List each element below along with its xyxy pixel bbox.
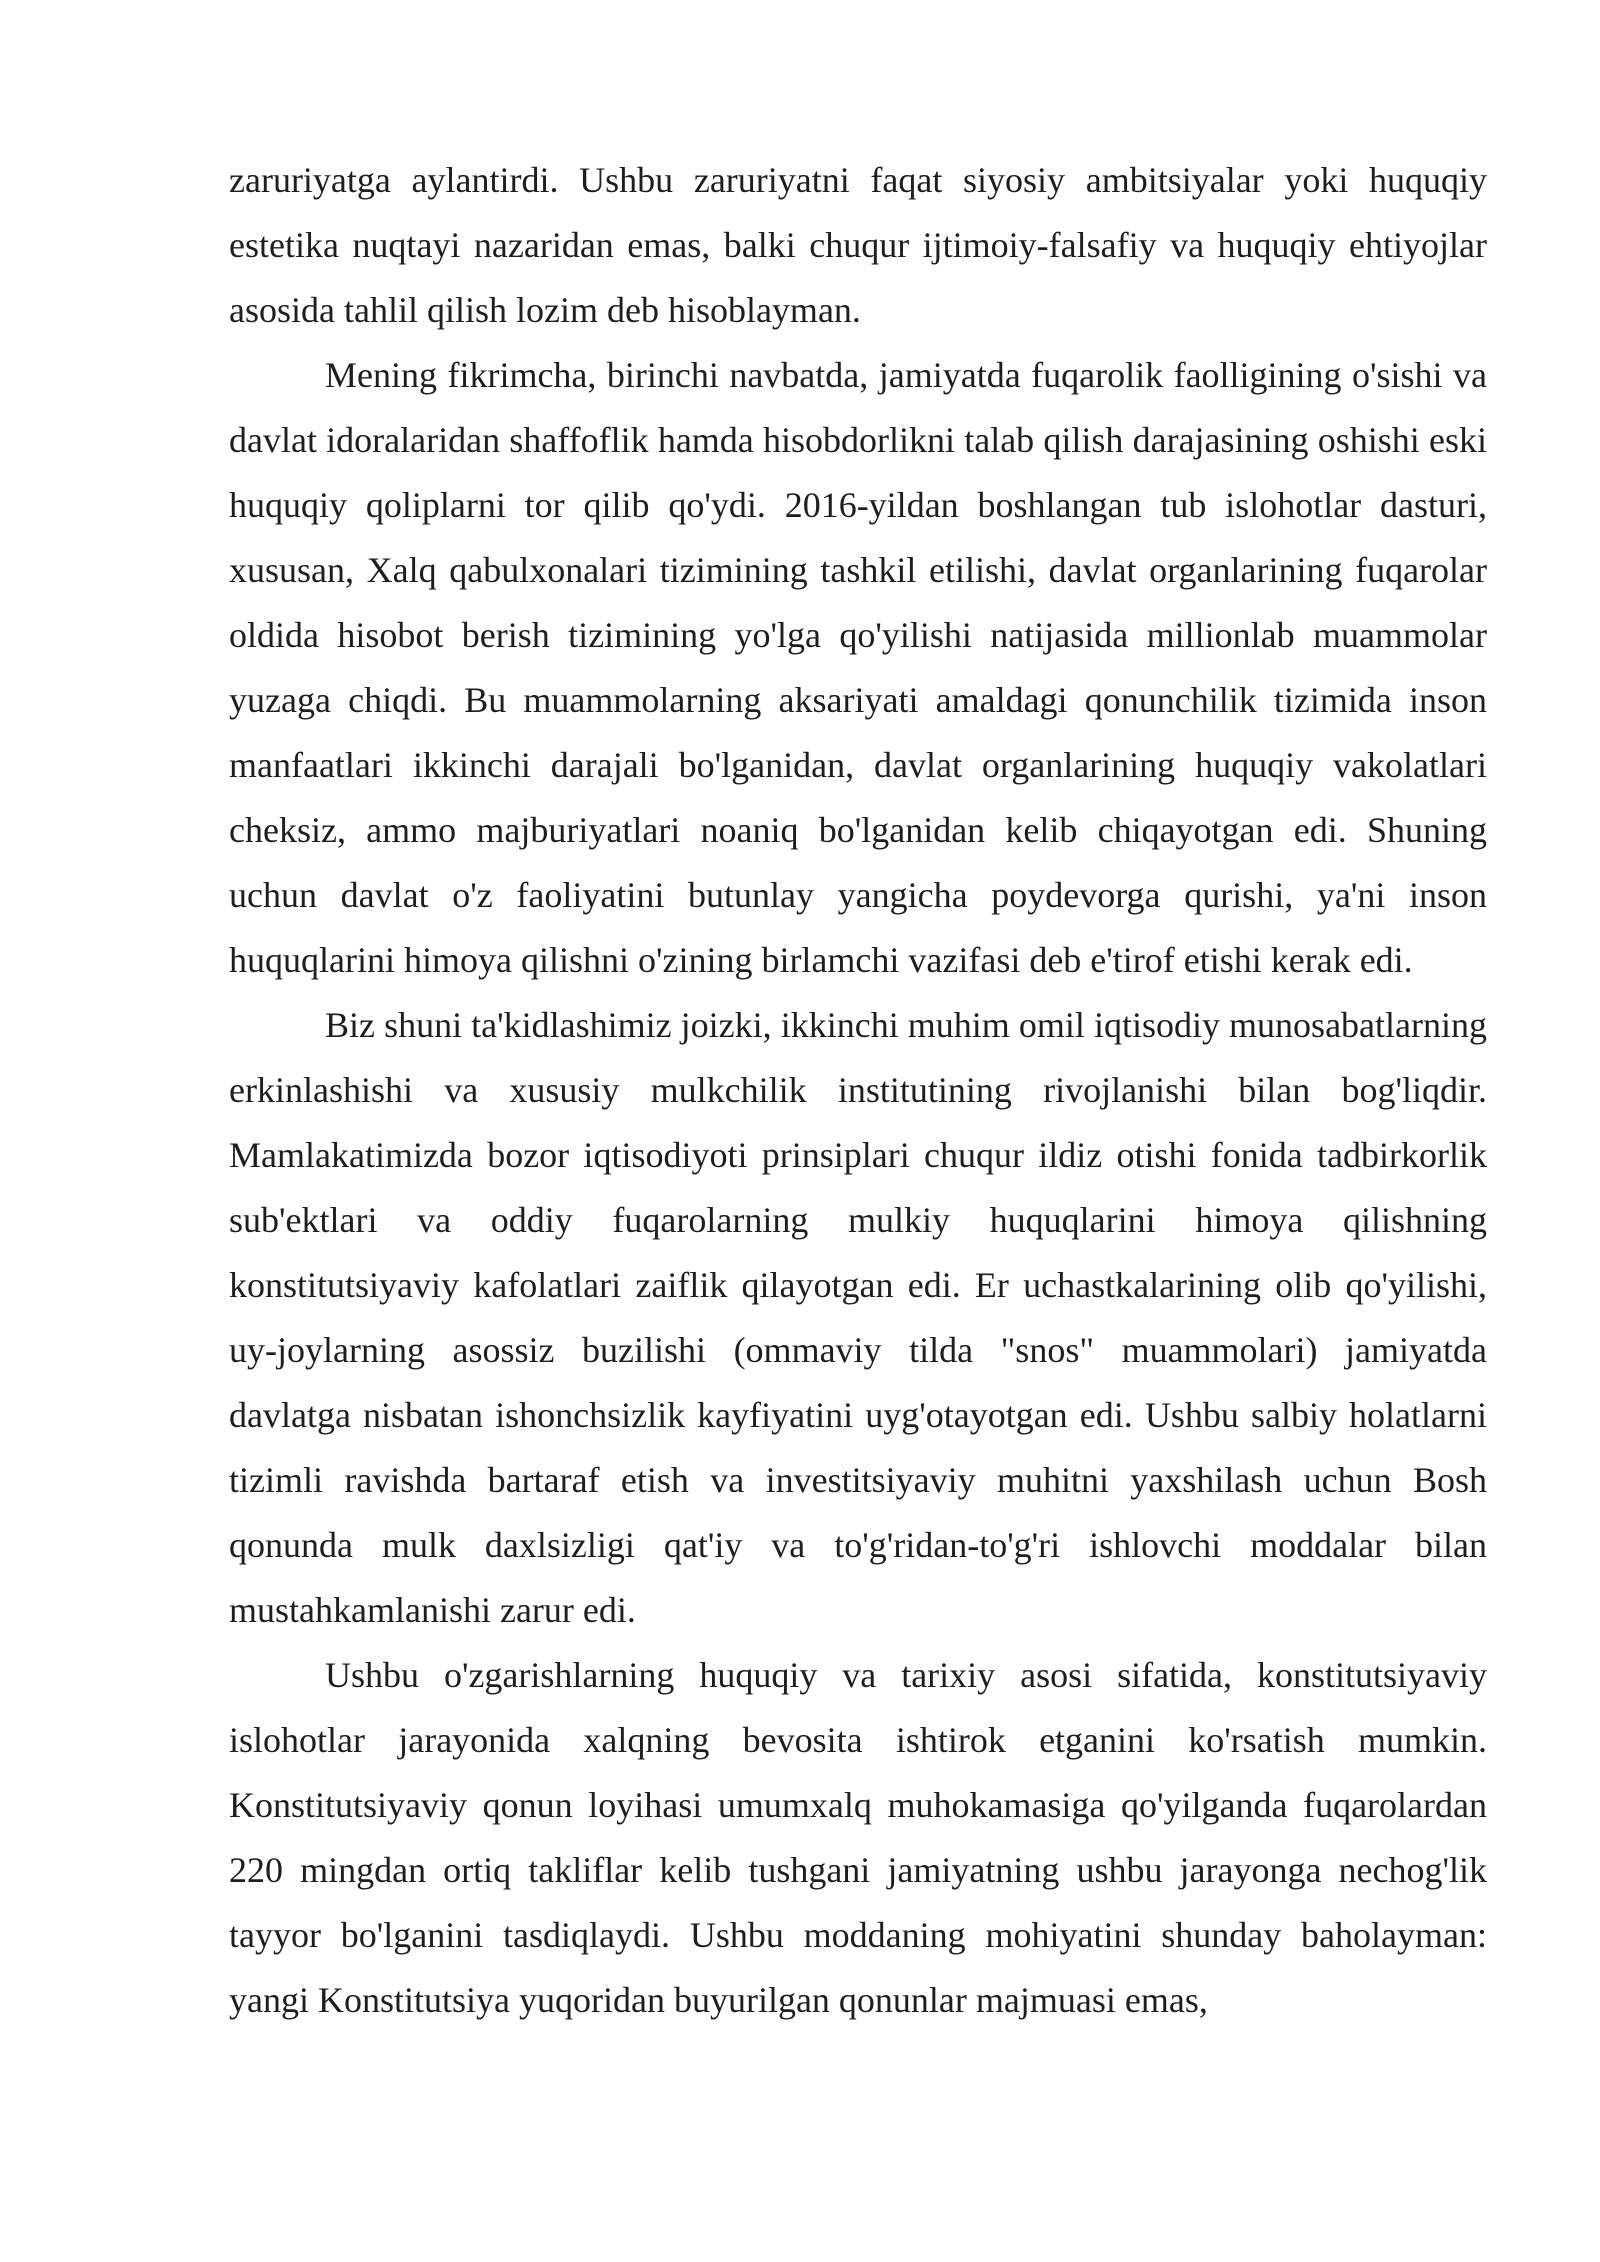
paragraph: Mening fikrimcha, birinchi navbatda, jamiyatda fuqarolik faolligining o'sishi va davlat idoralaridan shaffoflik hamda hisobdorlikni talab qilish darajasining oshishi eski huquqiy qoliplarni tor qilib qo'ydi. 2016-yildan boshlangan tub islohotlar dasturi, xususan, Xalq qabulxonalari tizimining tashkil etilishi, davlat organlarining fuqarolar oldida hisobot berish tizimining yo'lga qo'yilishi natijasida millionlab muammolar yuzaga chiqdi. Bu muammolarning aksariyati amaldagi qonunchilik tizimida inson manfaatlari ikkinchi darajali bo'lganidan, davlat organlarining huquqiy vakolatlari cheksiz, ammo majburiyatlari noaniq bo'lganidan kelib chiqayotgan edi. Shuning uchun davlat o'z faoliyatini butunlay yangicha poydevorga qurishi, ya'ni inson huquqlarini himoya qilishni o'zining birlamchi vazifasi deb e'tirof etishi kerak edi. (229, 355, 1487, 980)
paragraph: Biz shuni ta'kidlashimiz joizki, ikkinchi muhim omil iqtisodiy munosabatlarning erkinlashishi va xususiy mulkchilik institutining rivojlanishi bilan bog'liqdir. Mamlakatimizda bozor iqtisodiyoti prinsiplari chuqur ildiz otishi fonida tadbirkorlik sub'ektlari va oddiy fuqarolarning mulkiy huquqlarini himoya qilishning konstitutsiyaviy kafolatlari zaiflik qilayotgan edi. Er uchastkalarining olib qo'yilishi, uy-joylarning asossiz buzilishi (ommaviy tilda "snos" muammolari) jamiyatda davlatga nisbatan ishonchsizlik kayfiyatini uyg'otayotgan edi. Ushbu salbiy holatlarni tizimli ravishda bartaraf etish va investitsiyaviy muhitni yaxshilash uchun Bosh qonunda mulk daxlsizligi qat'iy va to'g'ridan-to'g'ri ishlovchi moddalar bilan mustahkamlanishi zarur edi. (229, 1005, 1487, 1630)
paragraph-continued: zaruriyatga aylantirdi. Ushbu zaruriyatni faqat siyosiy ambitsiyalar yoki huquqiy estetika nuqtayi nazaridan emas, balki chuqur ijtimoiy-falsafiy va huquqiy ehtiyojlar asosida tahlil qilish lozim deb hisoblayman. (229, 160, 1487, 330)
paragraph: Ushbu o'zgarishlarning huquqiy va tarixiy asosi sifatida, konstitutsiyaviy islohotlar jarayonida xalqning bevosita ishtirok etganini ko'rsatish mumkin. Konstitutsiyaviy qonun loyihasi umumxalq muhokamasiga qo'yilganda fuqarolardan 220 mingdan ortiq takliflar kelib tushgani jamiyatning ushbu jarayonga nechog'lik tayyor bo'lganini tasdiqlaydi. Ushbu moddaning mohiyatini shunday baholayman: yangi Konstitutsiya yuqoridan buyurilgan qonunlar majmuasi emas, (229, 1655, 1487, 2020)
body-text (229, 148, 1487, 2033)
